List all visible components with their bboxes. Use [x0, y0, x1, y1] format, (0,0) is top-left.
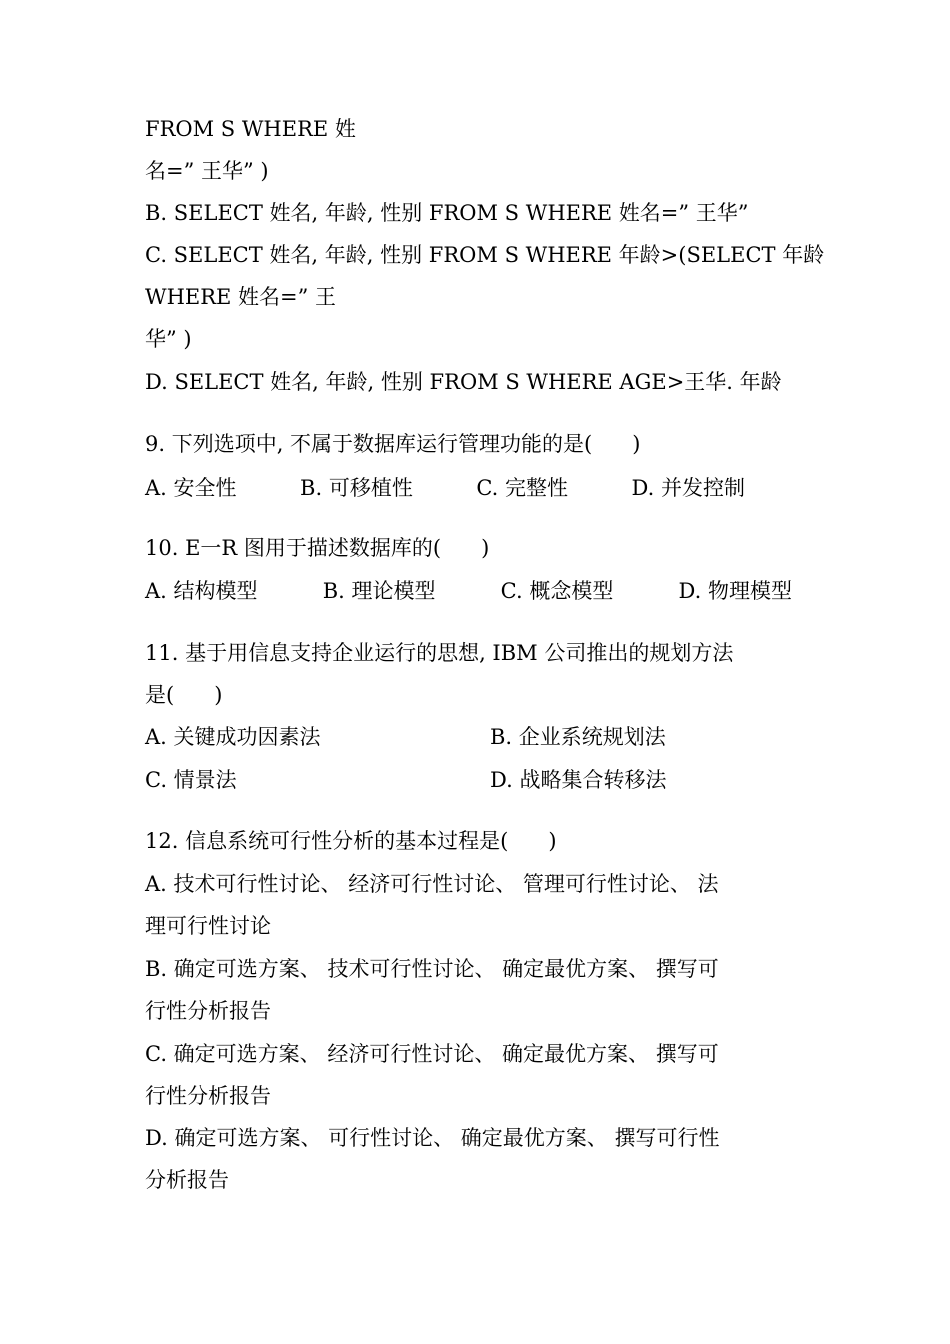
- q8-option-d: D. SELECT 姓名, 年龄, 性别 FROM S WHERE AGE>王华. 年龄: [145, 370, 782, 394]
- q11-question-line-2: 是( ): [145, 683, 223, 707]
- q12-option-c-line-2: 行性分析报告: [145, 1084, 271, 1108]
- q12-option-d-line-2: 分析报告: [145, 1168, 229, 1192]
- q10-option-d: D. 物理模型: [678, 579, 792, 603]
- q10-option-b: B. 理论模型: [322, 579, 436, 603]
- q8-option-c-line-1: C. SELECT 姓名, 年龄, 性别 FROM S WHERE 年龄>(SELECT 年龄: [145, 243, 825, 267]
- q12-option-c-line-1: C. 确定可选方案、 经济可行性讨论、 确定最优方案、 撰写可: [145, 1042, 719, 1066]
- q9-option-a: A. 安全性: [145, 476, 237, 500]
- q9-option-d: D. 并发控制: [631, 476, 745, 500]
- q11-option-a: A. 关键成功因素法: [145, 725, 321, 749]
- q10-option-c: C. 概念模型: [500, 579, 614, 603]
- q8-option-a-line-1: FROM S WHERE 姓: [145, 117, 356, 141]
- q12-option-d-line-1: D. 确定可选方案、 可行性讨论、 确定最优方案、 撰写可行性: [145, 1126, 720, 1150]
- q9-option-b: B. 可移植性: [300, 476, 413, 500]
- q12-option-a-line-2: 理可行性讨论: [145, 914, 271, 938]
- q12-option-b-line-1: B. 确定可选方案、 技术可行性讨论、 确定最优方案、 撰写可: [145, 957, 719, 981]
- q9-options: [145, 474, 745, 502]
- q11-option-d: D. 战略集合转移法: [490, 768, 667, 792]
- q8-option-c-line-3: 华” ): [145, 327, 192, 351]
- q12-question: 12. 信息系统可行性分析的基本过程是( ): [145, 829, 557, 853]
- q9-question: 9. 下列选项中, 不属于数据库运行管理功能的是( ): [145, 432, 641, 456]
- q9-option-c: C. 完整性: [476, 476, 569, 500]
- q11-question-line-1: 11. 基于用信息支持企业运行的思想, IBM 公司推出的规划方法: [145, 641, 734, 665]
- q12-option-b-line-2: 行性分析报告: [145, 999, 271, 1023]
- q8-option-c-line-2: WHERE 姓名=” 王: [145, 285, 337, 309]
- q11-option-b: B. 企业系统规划法: [490, 725, 666, 749]
- q10-option-a: A. 结构模型: [145, 579, 258, 603]
- q8-option-b: B. SELECT 姓名, 年龄, 性别 FROM S WHERE 姓名=” 王华”: [145, 201, 749, 225]
- q8-option-a-line-2: 名=” 王华” ): [145, 159, 269, 183]
- q10-options: [145, 577, 792, 605]
- q10-question: 10. E一R 图用于描述数据库的( ): [145, 536, 490, 560]
- q11-option-c: C. 情景法: [145, 768, 237, 792]
- q12-option-a-line-1: A. 技术可行性讨论、 经济可行性讨论、 管理可行性讨论、 法: [145, 872, 719, 896]
